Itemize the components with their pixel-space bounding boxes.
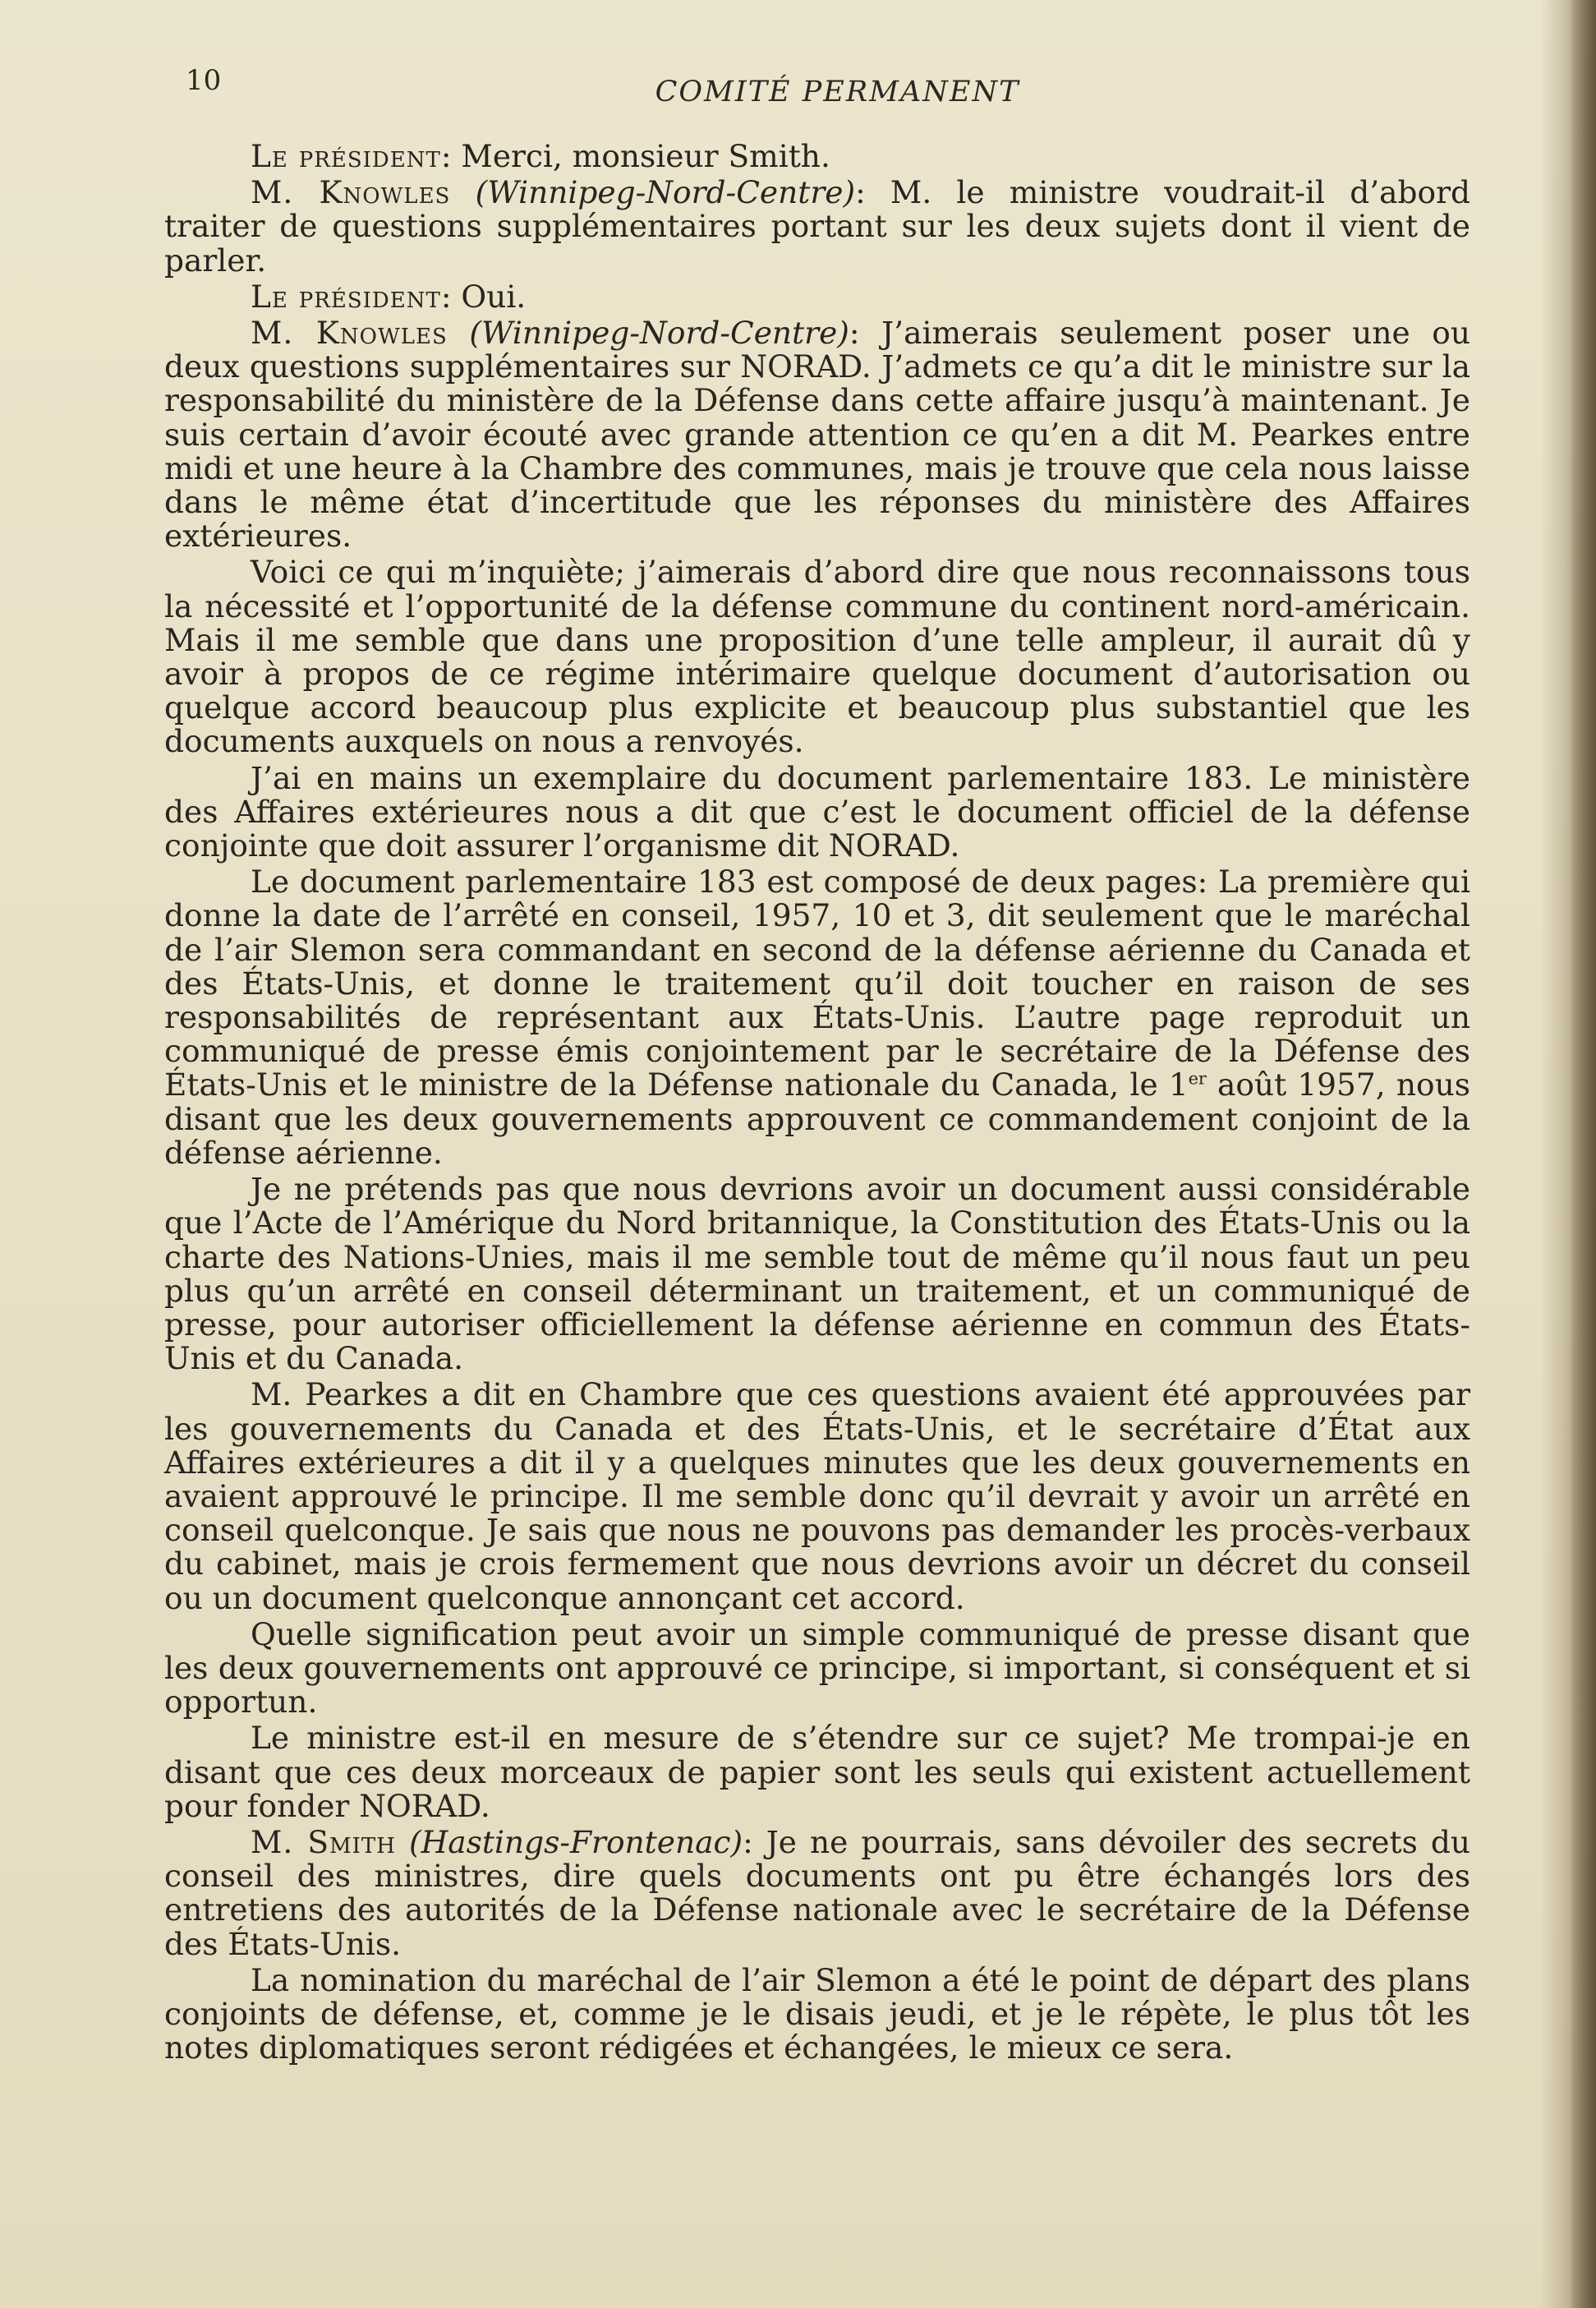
paragraph xyxy=(164,140,1470,173)
page-number: 10 xyxy=(186,64,222,97)
speaker-riding: (Winnipeg-Nord-Centre) xyxy=(469,315,849,352)
paragraph-text: Merci, monsieur Smith. xyxy=(461,138,830,174)
paragraph-text: M. le ministre voudrait-il d’abord traiter de questions supplémentaires portant sur les deux sujets dont il vient de parler. xyxy=(164,174,1470,279)
paragraph xyxy=(164,1378,1470,1615)
speaker-name: M. Smith xyxy=(251,1823,396,1860)
book-spine-shadow xyxy=(1571,0,1596,2308)
paragraph xyxy=(164,280,1470,314)
paragraph xyxy=(164,1615,1470,1721)
paragraph-text: J’aimerais seulement poser une ou deux questions supplémentaires sur NORAD. J’admets ce qu’a dit le ministre sur la responsabilité du ministère de la Défense dans cette affaire jusqu’à maintenant. Je suis certain d’avoir écouté avec grande attention ce qu’en a dit M. Pearkes entre midi et une heure à la Chambre des communes, mais je trouve que cela nous laisse dans le même état d’incertitude que les réponses du ministère des Affaires extérieures. xyxy=(164,315,1470,555)
paragraph-text: La nomination du maréchal de l’air Slemon a été le point de départ des plans conjoints de défense, et, comme je le disais jeudi, et je le répète, le plus tôt les notes diplomatiques seront rédigées et échangées, le mieux ce sera. xyxy=(164,1961,1470,2066)
speaker-name: Le président xyxy=(251,138,441,174)
speaker-riding: (Hastings-Frontenac) xyxy=(408,1823,743,1860)
paragraph xyxy=(164,865,1470,1170)
speaker-name: M. Knowles xyxy=(251,174,451,211)
paragraph-text: Le ministre est-il en mesure de s’étendre sur ce sujet? Me trompai-je en disant que ces deux morceaux de papier sont les seuls qui existent actuellement pour fonder NORAD. xyxy=(164,1720,1470,1824)
paragraph xyxy=(164,1823,1470,1962)
speaker-name: Le président xyxy=(251,278,441,315)
paragraph xyxy=(164,555,1470,758)
paragraph-text: J’ai en mains un exemplaire du document parlementaire 183. Le ministère des Affaires extérieures nous a dit que c’est le document officiel de la défense conjointe que doit assurer l’organisme dit NORAD. xyxy=(164,759,1470,864)
paragraph xyxy=(164,759,1470,864)
paragraph-text: Voici ce qui m’inquiète; j’aimerais d’abord dire que nous reconnaissons tous la nécessité et l’opportunité de la défense commune du continent nord-américain. Mais il me semble que dans une proposition d’une telle ampleur, il aurait dû y avoir à propos de ce régime intérimaire quelque document d’autorisation ou quelque accord beaucoup plus explicite et beaucoup plus substantiel que les documents auxquels on nous a renvoyés. xyxy=(164,554,1470,760)
paragraph-text: Oui. xyxy=(461,278,527,315)
paragraph-text: Quelle signification peut avoir un simple communiqué de presse disant que les deux gouvernements ont approuvé ce principe, si important, si conséquent et si opportun. xyxy=(164,1615,1470,1721)
paragraph xyxy=(164,176,1470,278)
paragraph xyxy=(164,1172,1470,1375)
paragraph-text: M. Pearkes a dit en Chambre que ces questions avaient été approuvées par les gouvernements du Canada et des États-Unis, et le secrétaire d’État aux Affaires extérieures a dit il y a quelques minutes que les deux gouvernements en avaient approuvé le principe. Il me semble donc qu’il devrait y avoir un arrêté en conseil quelconque. Je sais que nous ne pouvons pas demander les procès-verbaux du cabinet, mais je crois fermement que nous devrions avoir un décret du conseil ou un document quelconque annonçant cet accord. xyxy=(164,1376,1470,1616)
paragraph-text: Le document parlementaire 183 est composé de deux pages: La première qui donne la date de l’arrêté en conseil, 1957, 10 et 3, dit seulement que le maréchal de l’air Slemon sera commandant en second de la défense aérienne du Canada et des États-Unis, et donne le traitement qu’il doit toucher en raison de ses responsabilités de représentant aux États-Unis. L’autre page reproduit un communiqué de presse émis conjointement par le secrétaire de la Défense des États-Unis et le ministre de la Défense nationale du Canada, le 1er août 1957, nous disant que les deux gouvernements approuvent ce commandement conjoint de la défense aérienne. xyxy=(164,864,1470,1171)
paragraph xyxy=(164,1961,1470,2066)
speaker-separator: : xyxy=(743,1823,766,1860)
speaker-separator: : xyxy=(855,174,890,211)
paragraph-text: Je ne pourrais, sans dévoiler des secrets du conseil des ministres, dire quels documents ont pu être échangés lors des entretiens des autorités de la Défense nationale avec le secrétaire de la Défense des États-Unis. xyxy=(164,1823,1470,1962)
paragraph-text: Je ne prétends pas que nous devrions avoir un document aussi considérable que l’Acte de l’Amérique du Nord britannique, la Constitution des États-Unis ou la charte des Nations-Unies, mais il me semble tout de même qu’il nous faut un peu plus qu’un arrêté en conseil déterminant un traitement, et un communiqué de presse, pour autoriser officiellement la défense aérienne en commun des États-Unis et du Canada. xyxy=(164,1171,1470,1377)
speaker-separator: : xyxy=(849,315,882,352)
speaker-separator: : xyxy=(440,138,462,174)
speaker-separator: : xyxy=(440,278,462,315)
paragraph xyxy=(164,1721,1470,1823)
speaker-name: M. Knowles xyxy=(251,315,448,352)
running-title: COMITÉ PERMANENT xyxy=(655,76,1020,108)
paragraph xyxy=(164,316,1470,553)
body-text xyxy=(164,140,1470,2067)
speaker-riding: (Winnipeg-Nord-Centre) xyxy=(475,174,856,211)
